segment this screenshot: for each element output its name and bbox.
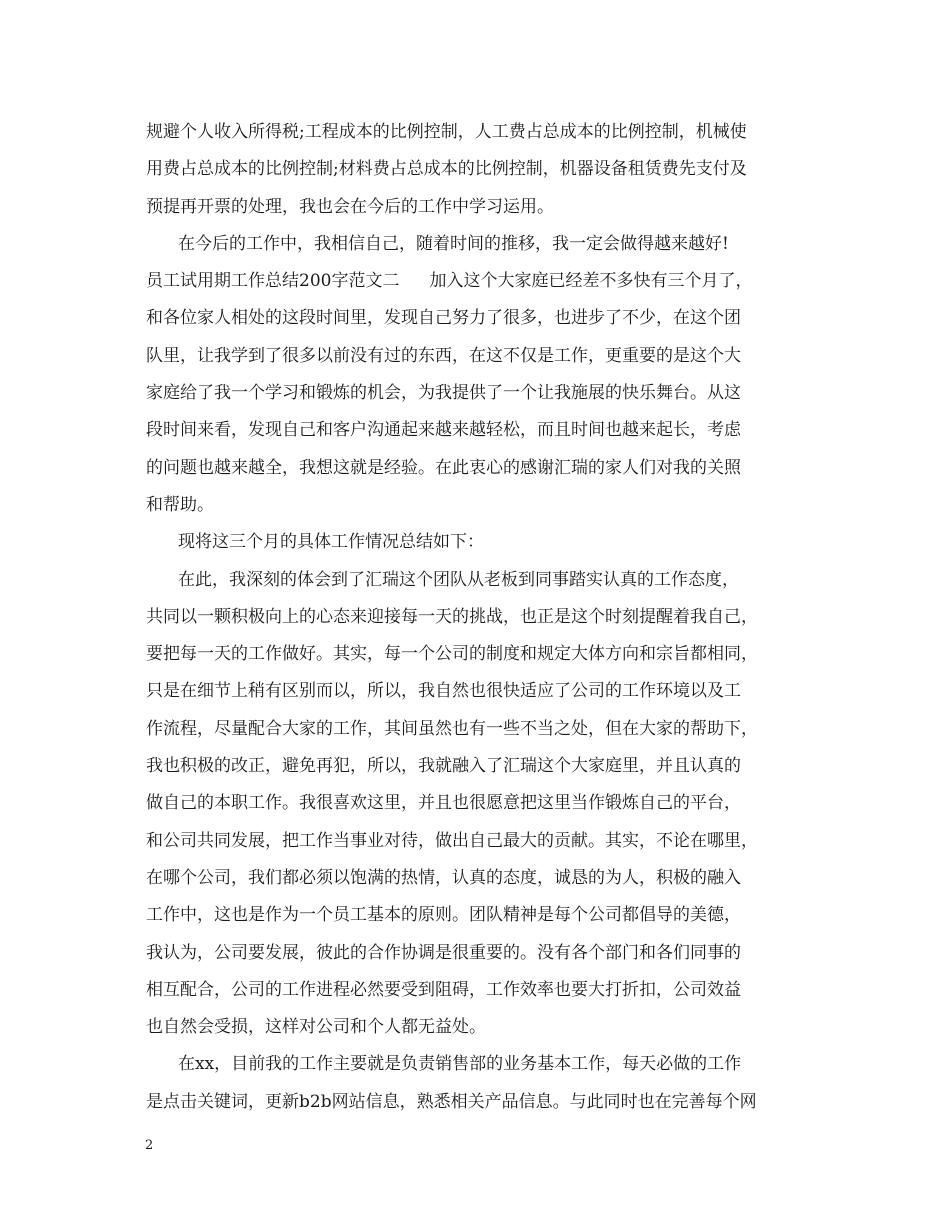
text-line: 要把每一天的工作做好。其实，每一个公司的制度和规定大体方向和宗旨都相同，	[146, 644, 758, 665]
text-line: 用费占总成本的比例控制;材料费占总成本的比例控制，机器设备租赁费先支付及	[146, 159, 747, 180]
text-line: 共同以一颗积极向上的心态来迎接每一天的挑战，也正是这个时刻提醒着我自己，	[146, 606, 758, 627]
text-line: 我也积极的改正，避免再犯，所以，我就融入了汇瑞这个大家庭里，并且认真的	[146, 756, 741, 777]
text-line: 在此，我深刻的体会到了汇瑞这个团队从老板到同事踏实认真的工作态度，	[178, 569, 739, 590]
text-line: 和帮助。	[146, 494, 214, 515]
text-line: 加入这个大家庭已经差不多快有三个月了，	[429, 271, 753, 292]
text-line: 相互配合，公司的工作进程必然要受到阻碍，工作效率也要大打折扣，公司效益	[146, 979, 741, 1000]
text-line: 只是在细节上稍有区别而以，所以，我自然也很快适应了公司的工作环境以及工	[146, 681, 741, 702]
text-line: 现将这三个月的具体工作情况总结如下：	[178, 532, 484, 553]
heading-line	[146, 263, 810, 300]
text-line: 我认为，公司要发展，彼此的合作协调是很重要的。没有各个部门和各们同事的	[146, 942, 741, 963]
text-line: 工作中，这也是作为一个员工基本的原则。团队精神是每个公司都倡导的美德，	[146, 905, 741, 926]
text-line: 在今后的工作中，我相信自己，随着时间的推移，我一定会做得越来越好!	[178, 233, 729, 254]
text-line: 和公司共同发展，把工作当事业对待，做出自己最大的贡献。其实，不论在哪里，	[146, 830, 758, 851]
document-body	[146, 114, 810, 1121]
text-line: 规避个人收入所得税;工程成本的比例控制，人工费占总成本的比例控制，机械使	[146, 122, 747, 142]
text-line: 在xx，目前我的工作主要就是负责销售部的业务基本工作，每天必做的工作	[178, 1054, 742, 1075]
text-line: 在哪个公司，我们都必须以饱满的热情，认真的态度，诚恳的为人，积极的融入	[146, 867, 741, 888]
page-number: 2	[145, 1138, 154, 1153]
text-line: 的问题也越来越全，我想这就是经验。在此衷心的感谢汇瑞的家人们对我的关照	[146, 457, 741, 478]
text-line: 队里，让我学到了很多以前没有过的东西，在这不仅是工作，更重要的是这个大	[146, 345, 741, 366]
text-line: 也自然会受损，这样对公司和个人都无益处。	[146, 1017, 486, 1038]
text-line: 作流程，尽量配合大家的工作，其间虽然也有一些不当之处，但在大家的帮助下，	[146, 718, 758, 739]
section-heading: 员工试用期工作总结200字范文二	[146, 271, 400, 292]
text-line: 是点击关键词，更新b2b网站信息，熟悉相关产品信息。与此同时也在完善每个网	[146, 1091, 757, 1112]
text-line: 预提再开票的处理，我也会在今后的工作中学习运用。	[146, 196, 554, 217]
text-line: 家庭给了我一个学习和锻炼的机会，为我提供了一个让我施展的快乐舞台。从这	[146, 383, 741, 404]
text-line: 段时间来看，发现自己和客户沟通起来越来越轻松，而且时间也越来起长，考虑	[146, 420, 741, 441]
text-line: 和各位家人相处的这段时间里，发现自己努力了很多，也进步了不少，在这个团	[146, 308, 741, 329]
text-line: 做自己的本职工作。我很喜欢这里，并且也很愿意把这里当作锻炼自己的平台，	[146, 793, 741, 814]
